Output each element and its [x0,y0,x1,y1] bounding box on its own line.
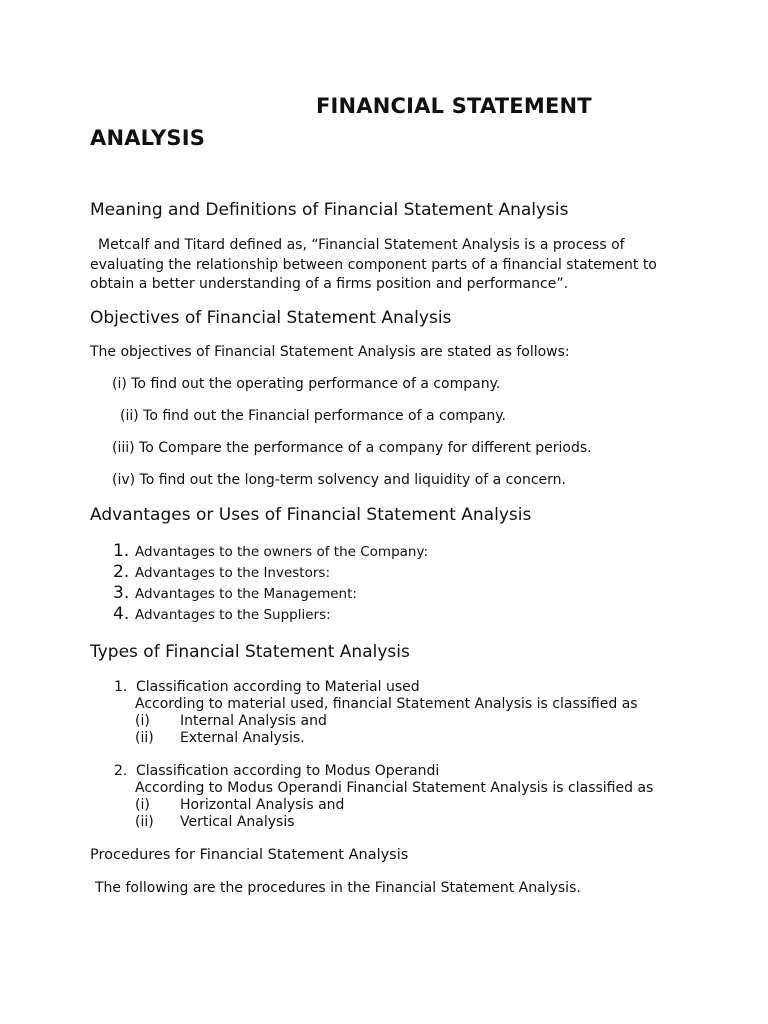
definition-line-3: obtain a better understanding of a firms position and performance”. [90,276,569,292]
advantage-text: Advantages to the owners of the Company: [135,544,429,560]
sub-item-text: Vertical Analysis [180,814,295,830]
sub-item-roman: (i) [135,797,150,813]
section-heading-procedures: Procedures for Financial Statement Analysis [90,847,409,863]
procedures-intro: The following are the procedures in the Financial Statement Analysis. [95,880,581,896]
type-sub-item [135,713,327,729]
section-heading-types: Types of Financial Statement Analysis [90,642,410,662]
type-item-title [114,679,420,695]
advantage-text: Advantages to the Management: [135,586,357,602]
objective-item: (i) To find out the operating performance of a company. [112,376,501,392]
definition-line-2: evaluating the relationship between component parts of a financial statement to [90,257,657,273]
advantage-text: Advantages to the Suppliers: [135,607,331,623]
sub-item-roman: (ii) [135,730,154,746]
sub-item-text: Internal Analysis and [180,713,327,729]
sub-item-text: External Analysis. [180,730,305,746]
objectives-intro: The objectives of Financial Statement Analysis are stated as follows: [90,344,570,360]
type-description: According to material used, financial Statement Analysis is classified as [135,696,638,712]
type-sub-item [135,797,344,813]
sub-item-roman: (ii) [135,814,154,830]
advantage-text: Advantages to the Investors: [135,565,330,581]
type-description: According to Modus Operandi Financial Statement Analysis is classified as [135,780,654,796]
document-title-line1: FINANCIAL STATEMENT [316,94,592,118]
advantage-item [113,583,357,603]
advantage-number: 3. [113,583,130,603]
section-heading-meaning: Meaning and Definitions of Financial Statement Analysis [90,200,569,220]
advantage-item [113,562,330,582]
objective-item: (ii) To find out the Financial performance of a company. [120,408,506,424]
type-sub-item [135,814,295,830]
document-title-line2: ANALYSIS [90,126,206,150]
advantage-item [113,541,428,561]
type-item-title [114,763,439,779]
objective-item: (iii) To Compare the performance of a company for different periods. [112,440,592,456]
advantage-item [113,604,331,624]
type-sub-item [135,730,305,746]
type-title: Classification according to Material used [136,679,420,695]
type-title: Classification according to Modus Operandi [136,763,440,779]
sub-item-roman: (i) [135,713,150,729]
advantage-number: 4. [113,604,130,624]
section-heading-advantages: Advantages or Uses of Financial Statement Analysis [90,505,532,525]
sub-item-text: Horizontal Analysis and [180,797,345,813]
type-number: 2. [114,763,128,779]
type-number: 1. [114,679,128,695]
definition-line-1: Metcalf and Titard defined as, “Financial Statement Analysis is a process of [98,237,625,253]
advantage-number: 1. [113,541,130,561]
section-heading-objectives: Objectives of Financial Statement Analysis [90,308,452,328]
objective-item: (iv) To find out the long-term solvency and liquidity of a concern. [112,472,566,488]
advantage-number: 2. [113,562,130,582]
